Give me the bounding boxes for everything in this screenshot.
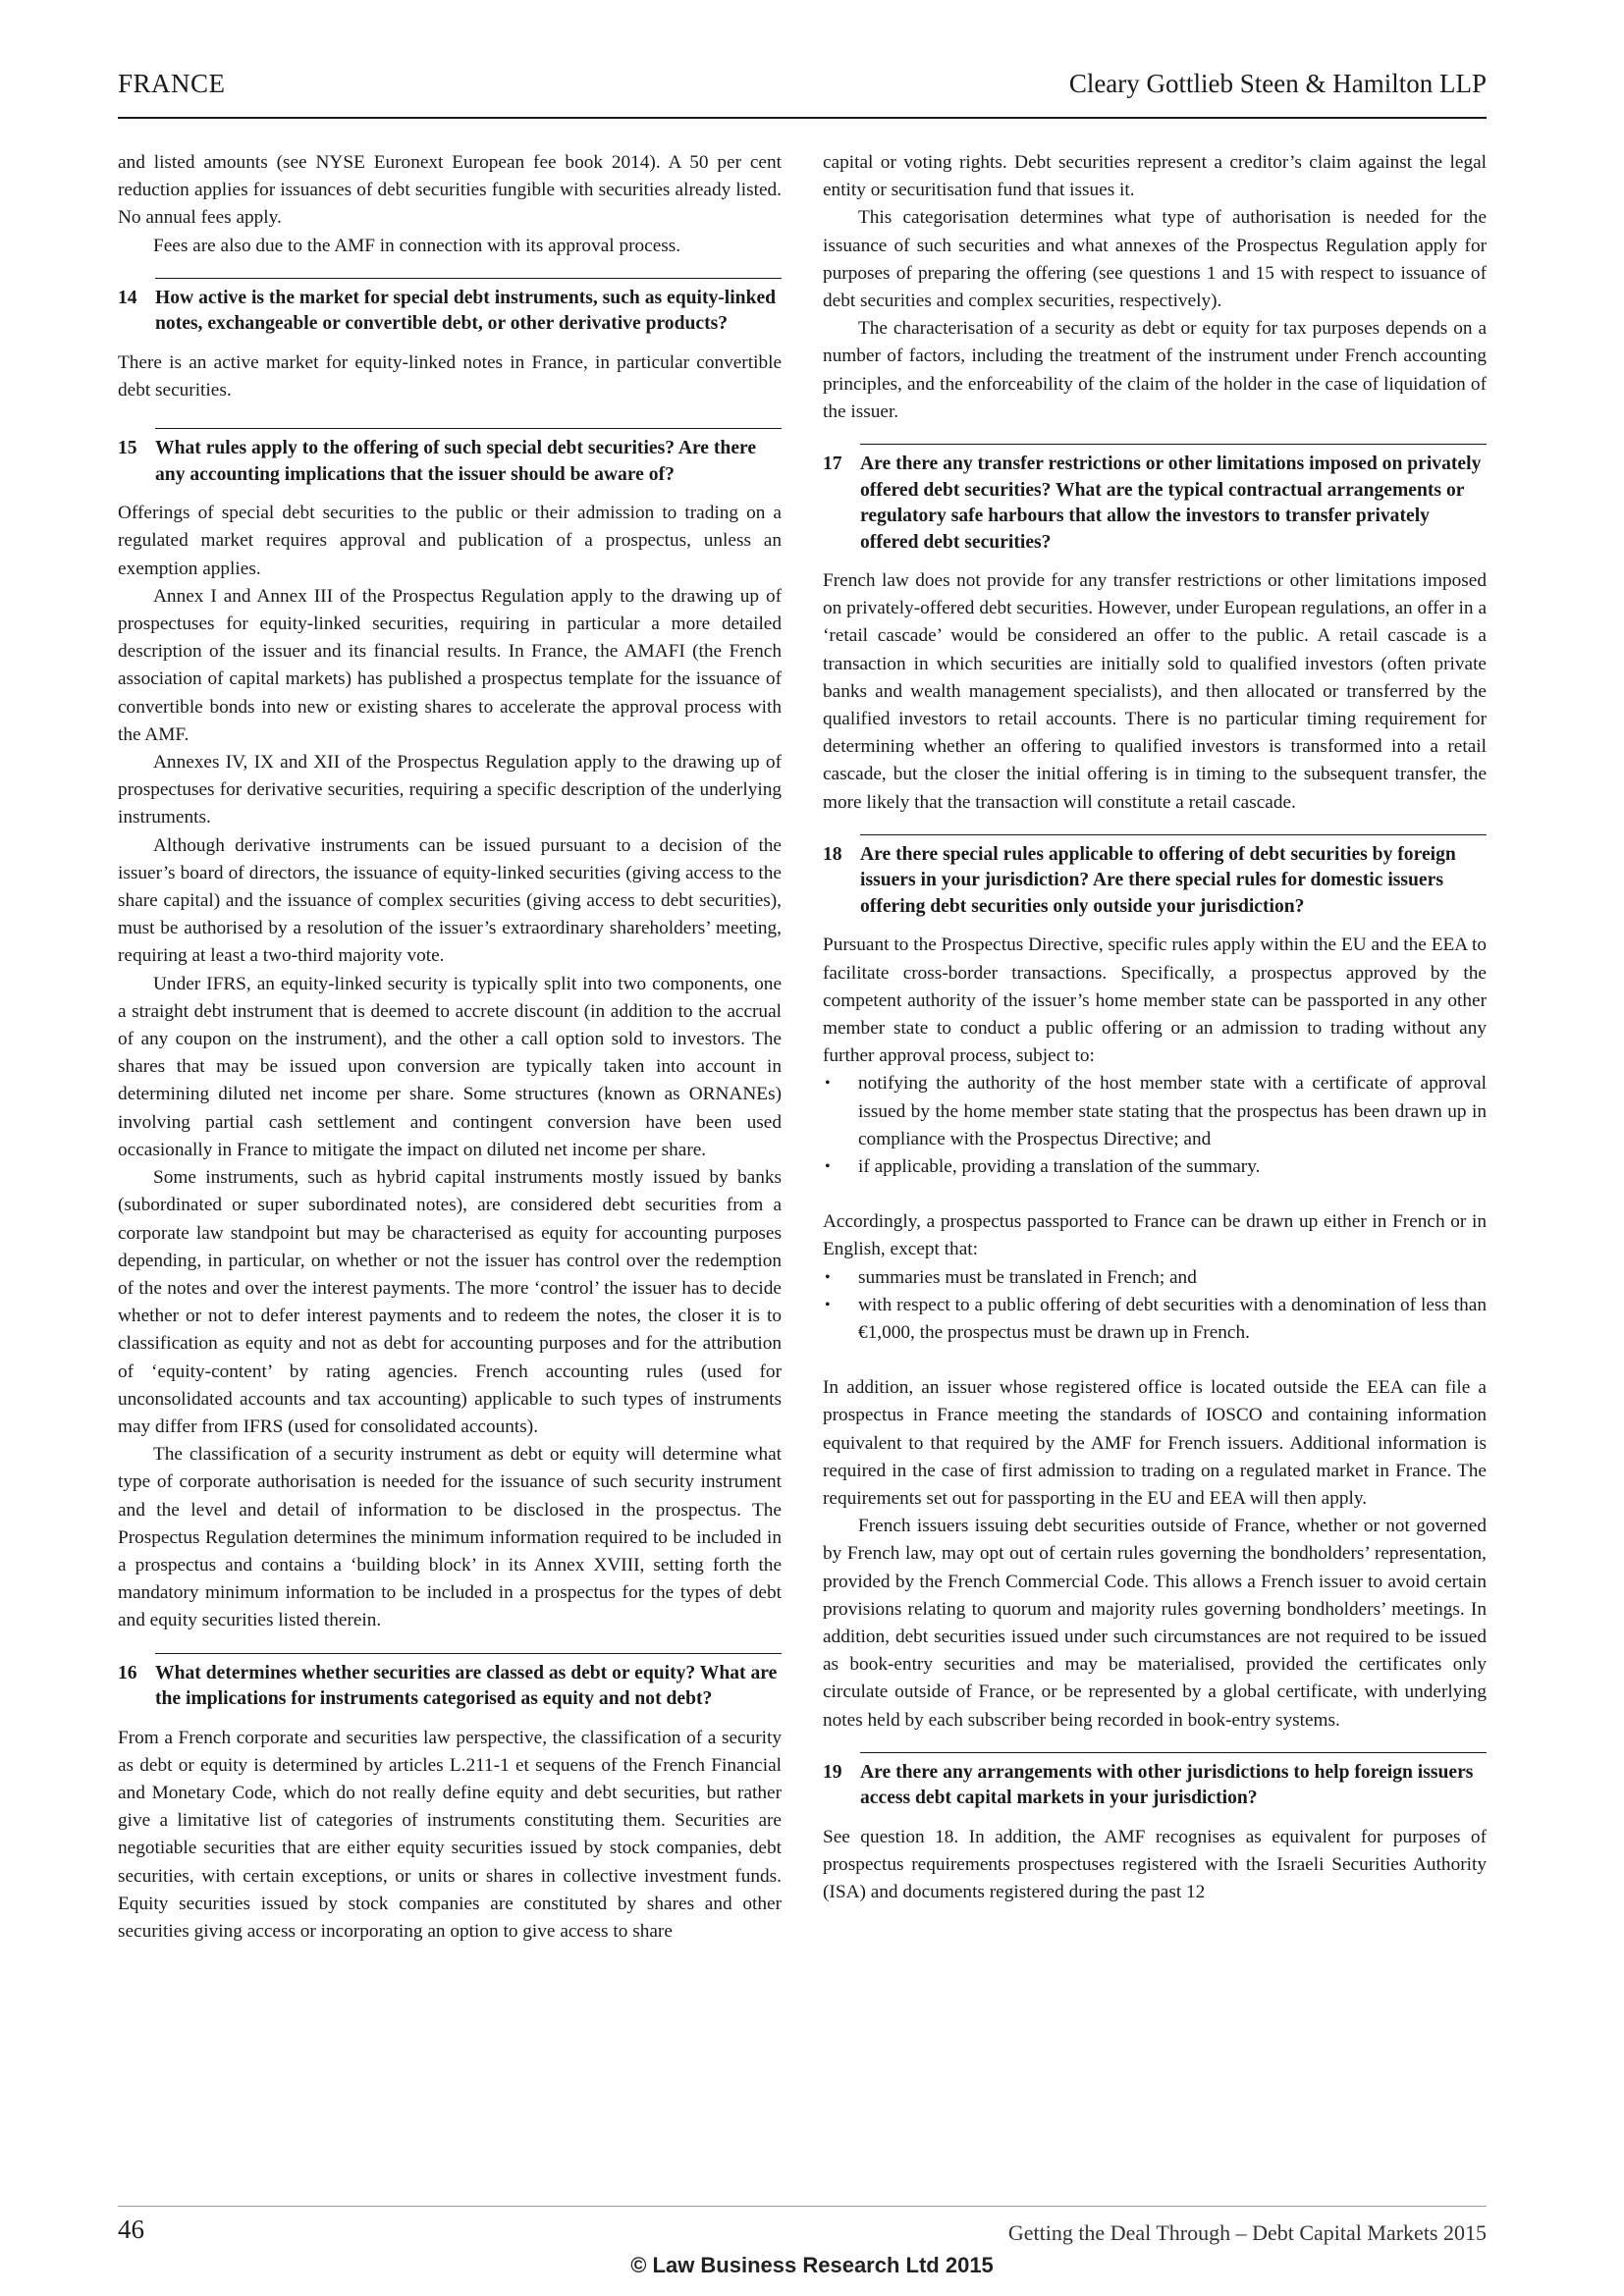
answer-paragraph: See question 18. In addition, the AMF recognises as equivalent for purposes of prospectus requirements prospectuses registered with the Israeli Securities Authority (ISA) and documents registered during the past 12 (823, 1826, 1487, 1903)
question-number: 18 (823, 843, 842, 865)
question-16-heading (118, 1653, 782, 1713)
question-text: Are there any transfer restrictions or other limitations imposed on privately offered debt securities? What are the typical contractual arrangements or regulatory safe harbours that allow the investors to transfer privately offered debt securities? (860, 454, 1482, 553)
running-header (118, 69, 1487, 112)
list-item: • with respect to a public offering of debt securities with a denomination of less than €1,000, the prospectus must be drawn up in French. (823, 1292, 1487, 1347)
question-19-heading (823, 1752, 1487, 1812)
question-14-heading (118, 278, 782, 338)
header-rule (118, 117, 1487, 119)
paragraph: capital or voting rights. Debt securities represent a creditor’s claim against the legal entity or securitisation fund that issues it. (823, 152, 1487, 201)
answer-paragraph: Under IFRS, an equity-linked security is typically split into two components, one a straight debt instrument that is deemed to accrete discount (in addition to the accrual of any coupon on the instrument), and the other a call option sold to investors. The shares that may be issued upon conversion are typically taken into account in determining diluted net income per share. Some structures (known as ORNANEs) involving partial cash settlement and contingent conversion have been used occasionally in France to mitigate the impact on diluted net income per share. (118, 973, 782, 1160)
right-column (823, 149, 1487, 1906)
left-column (118, 149, 782, 1946)
question-17-heading (823, 444, 1487, 556)
page-number: 46 (118, 2215, 144, 2244)
answer-paragraph: Annex I and Annex III of the Prospectus Regulation apply to the drawing up of prospectuses for equity-linked securities, requiring in particular a more detailed description of the issuer and its financial results. In France, the AMAFI (the French association of capital markets) has published a prospectus template for the issuance of convertible bonds into new or existing shares to accelerate the approval process with the AMF. (118, 585, 782, 745)
paragraph: This categorisation determines what type of authorisation is needed for the issuance of such securities and what annexes of the Prospectus Regulation apply for purposes of preparing the offering (see questions 1 and 15 with respect to issuance of debt securities and complex securities, respectively). (823, 207, 1487, 312)
copyright-notice: © Law Business Research Ltd 2015 (630, 2253, 994, 2277)
footer-rule (118, 2206, 1487, 2207)
question-text: What determines whether securities are classed as debt or equity? What are the implications for instruments categorised as equity and not debt? (155, 1662, 778, 1710)
question-text: Are there any arrangements with other jurisdictions to help foreign issuers access debt capital markets in your jurisdiction? (860, 1761, 1474, 1809)
header-country: FRANCE (118, 69, 226, 98)
question-number: 19 (823, 1761, 842, 1783)
question-15-heading (118, 428, 782, 488)
answer-paragraph: From a French corporate and securities law perspective, the classification of a security as debt or equity is determined by articles L.211-1 et sequens of the French Financial and Monetary Code, which do not really define equity and debt securities, but rather give a limitative list of categories of instruments constituting them. Securities are negotiable securities that are either equity securities issued by stock companies, debt securities, with certain exceptions, or units or shares in collective investment funds. Equity securities issued by stock companies are constituted by shares and other securities giving access or incorporating an option to give access to share (118, 1727, 782, 1942)
answer-paragraph: Annexes IV, IX and XII of the Prospectus Regulation apply to the drawing up of prospectuses for derivative securities, requiring a specific description of the underlying instruments. (118, 752, 782, 828)
answer-paragraph: French law does not provide for any transfer restrictions or other limitations imposed on privately-offered debt securities. However, under European regulations, an offer in a ‘retail cascade’ would be considered an offer to the public. A retail cascade is a transaction in which securities are initially sold to qualified investors (often private banks and wealth management specialists), and then allocated or transferred by the qualified investors to retail accounts. There is no particular timing requirement for determining whether an offering to qualified investors is transformed into a retail cascade, but the closer the initial offering is in timing to the subsequent transfer, the more likely that the transaction will constitute a retail cascade. (823, 570, 1487, 813)
question-18-heading (823, 834, 1487, 921)
answer-paragraph: Offerings of special debt securities to the public or their admission to trading on a regulated market requires approval and publication of a prospectus, unless an exemption applies. (118, 503, 782, 579)
paragraph: The characterisation of a security as debt or equity for tax purposes depends on a number of factors, including the treatment of the instrument under French accounting principles, and the enforceability of the claim of the holder in the case of liquidation of the issuer. (823, 318, 1487, 422)
bullet-list (823, 1070, 1487, 1181)
answer-paragraph: French issuers issuing debt securities outside of France, whether or not governed by French law, may opt out of certain rules governing the bondholders’ representation, provided by the French Commercial Code. This allows a French issuer to avoid certain provisions relating to quorum and majority rules governing bondholders’ meetings. In addition, debt securities issued under such circumstances are not required to be issued as book-entry securities and may be materialised, provided the certificates only circulate outside of France, or be represented by a global certificate, with underlying notes held by each subscriber being recorded in book-entry systems. (823, 1516, 1487, 1731)
question-number: 15 (118, 438, 137, 459)
question-number: 17 (823, 454, 842, 475)
answer-paragraph: Some instruments, such as hybrid capital instruments mostly issued by banks (subordinated or super subordinated notes), are considered debt securities from a corporate law standpoint but may be characterised as equity for accounting purposes depending, in particular, on whether or not the issuer has control over the redemption of the notes and over the interest payments. The more ‘control’ the issuer has to decide whether or not to defer interest payments and to redeem the notes, the closer it is to classification as equity and not as debt for accounting purposes and for the attribution of ‘equity-content’ by rating agencies. French accounting rules (used for unconsolidated accounts and tax accounting) applicable to such types of instruments may differ from IFRS (used for consolidated accounts). (118, 1167, 782, 1437)
answer-paragraph: Accordingly, a prospectus passported to France can be drawn up either in French or in English, except that: (823, 1211, 1487, 1260)
list-item: • notifying the authority of the host member state with a certificate of approval issued by the home member state stating that the prospectus has been drawn up in compliance with the Prospectus Directive; and (823, 1070, 1487, 1153)
answer-paragraph: Pursuant to the Prospectus Directive, specific rules apply within the EU and the EEA to facilitate cross-border transactions. Specifically, a prospectus approved by the competent authority of the issuer’s home member state can be passported in any other member state to conduct a public offering or an admission to trading without any further approval process, subject to: (823, 934, 1487, 1067)
answer-paragraph: In addition, an issuer whose registered office is located outside the EEA can file a prospectus in France meeting the standards of IOSCO and containing information equivalent to that required by the AMF for French issuers. Additional information is required in the case of first admission to trading on a regulated market in France. The requirements set out for passporting in the EU and EEA will then apply. (823, 1377, 1487, 1510)
question-number: 16 (118, 1662, 137, 1683)
answer-paragraph: The classification of a security instrument as debt or equity will determine what type of corporate authorisation is needed for the issuance of such security instrument and the level and detail of information to be disclosed in the prospectus. The Prospectus Regulation determines the minimum information required to be included in a prospectus and contains a ‘building block’ in its Annex XVIII, setting forth the mandatory minimum information to be included in a prospectus for the types of debt and equity securities listed therein. (118, 1444, 782, 1631)
paragraph: and listed amounts (see NYSE Euronext European fee book 2014). A 50 per cent reduction applies for issuances of debt securities fungible with securities already listed. No annual fees apply. (118, 152, 782, 229)
header-firm-name: Cleary Gottlieb Steen & Hamilton LLP (1068, 69, 1487, 98)
question-number: 14 (118, 287, 137, 308)
publication-title: Getting the Deal Through – Debt Capital Markets 2015 (1007, 2220, 1487, 2245)
question-text: What rules apply to the offering of such special debt securities? Are there any accounting implications that the issuer should be aware of? (155, 438, 757, 485)
list-item: • if applicable, providing a translation of the summary. (823, 1153, 1487, 1181)
question-text: How active is the market for special debt instruments, such as equity-linked notes, exchangeable or convertible debt, or other derivative products? (155, 287, 777, 335)
answer-paragraph: Although derivative instruments can be issued pursuant to a decision of the issuer’s board of directors, the issuance of equity-linked securities (giving access to the share capital) and the issuance of complex securities (giving access to debt securities), must be authorised by a resolution of the issuer’s extraordinary shareholders’ meeting, requiring at least a two-third majority vote. (118, 834, 782, 967)
paragraph: Fees are also due to the AMF in connection with its approval process. (153, 235, 681, 256)
list-item: • summaries must be translated in French; and (823, 1264, 1487, 1292)
bullet-list (823, 1264, 1487, 1348)
answer-paragraph: There is an active market for equity-linked notes in France, in particular convertible debt securities. (118, 351, 782, 401)
question-text: Are there special rules applicable to offering of debt securities by foreign issuers in your jurisdiction? Are there special rules for domestic issuers offering debt securities only outside your jurisdiction? (860, 843, 1456, 917)
